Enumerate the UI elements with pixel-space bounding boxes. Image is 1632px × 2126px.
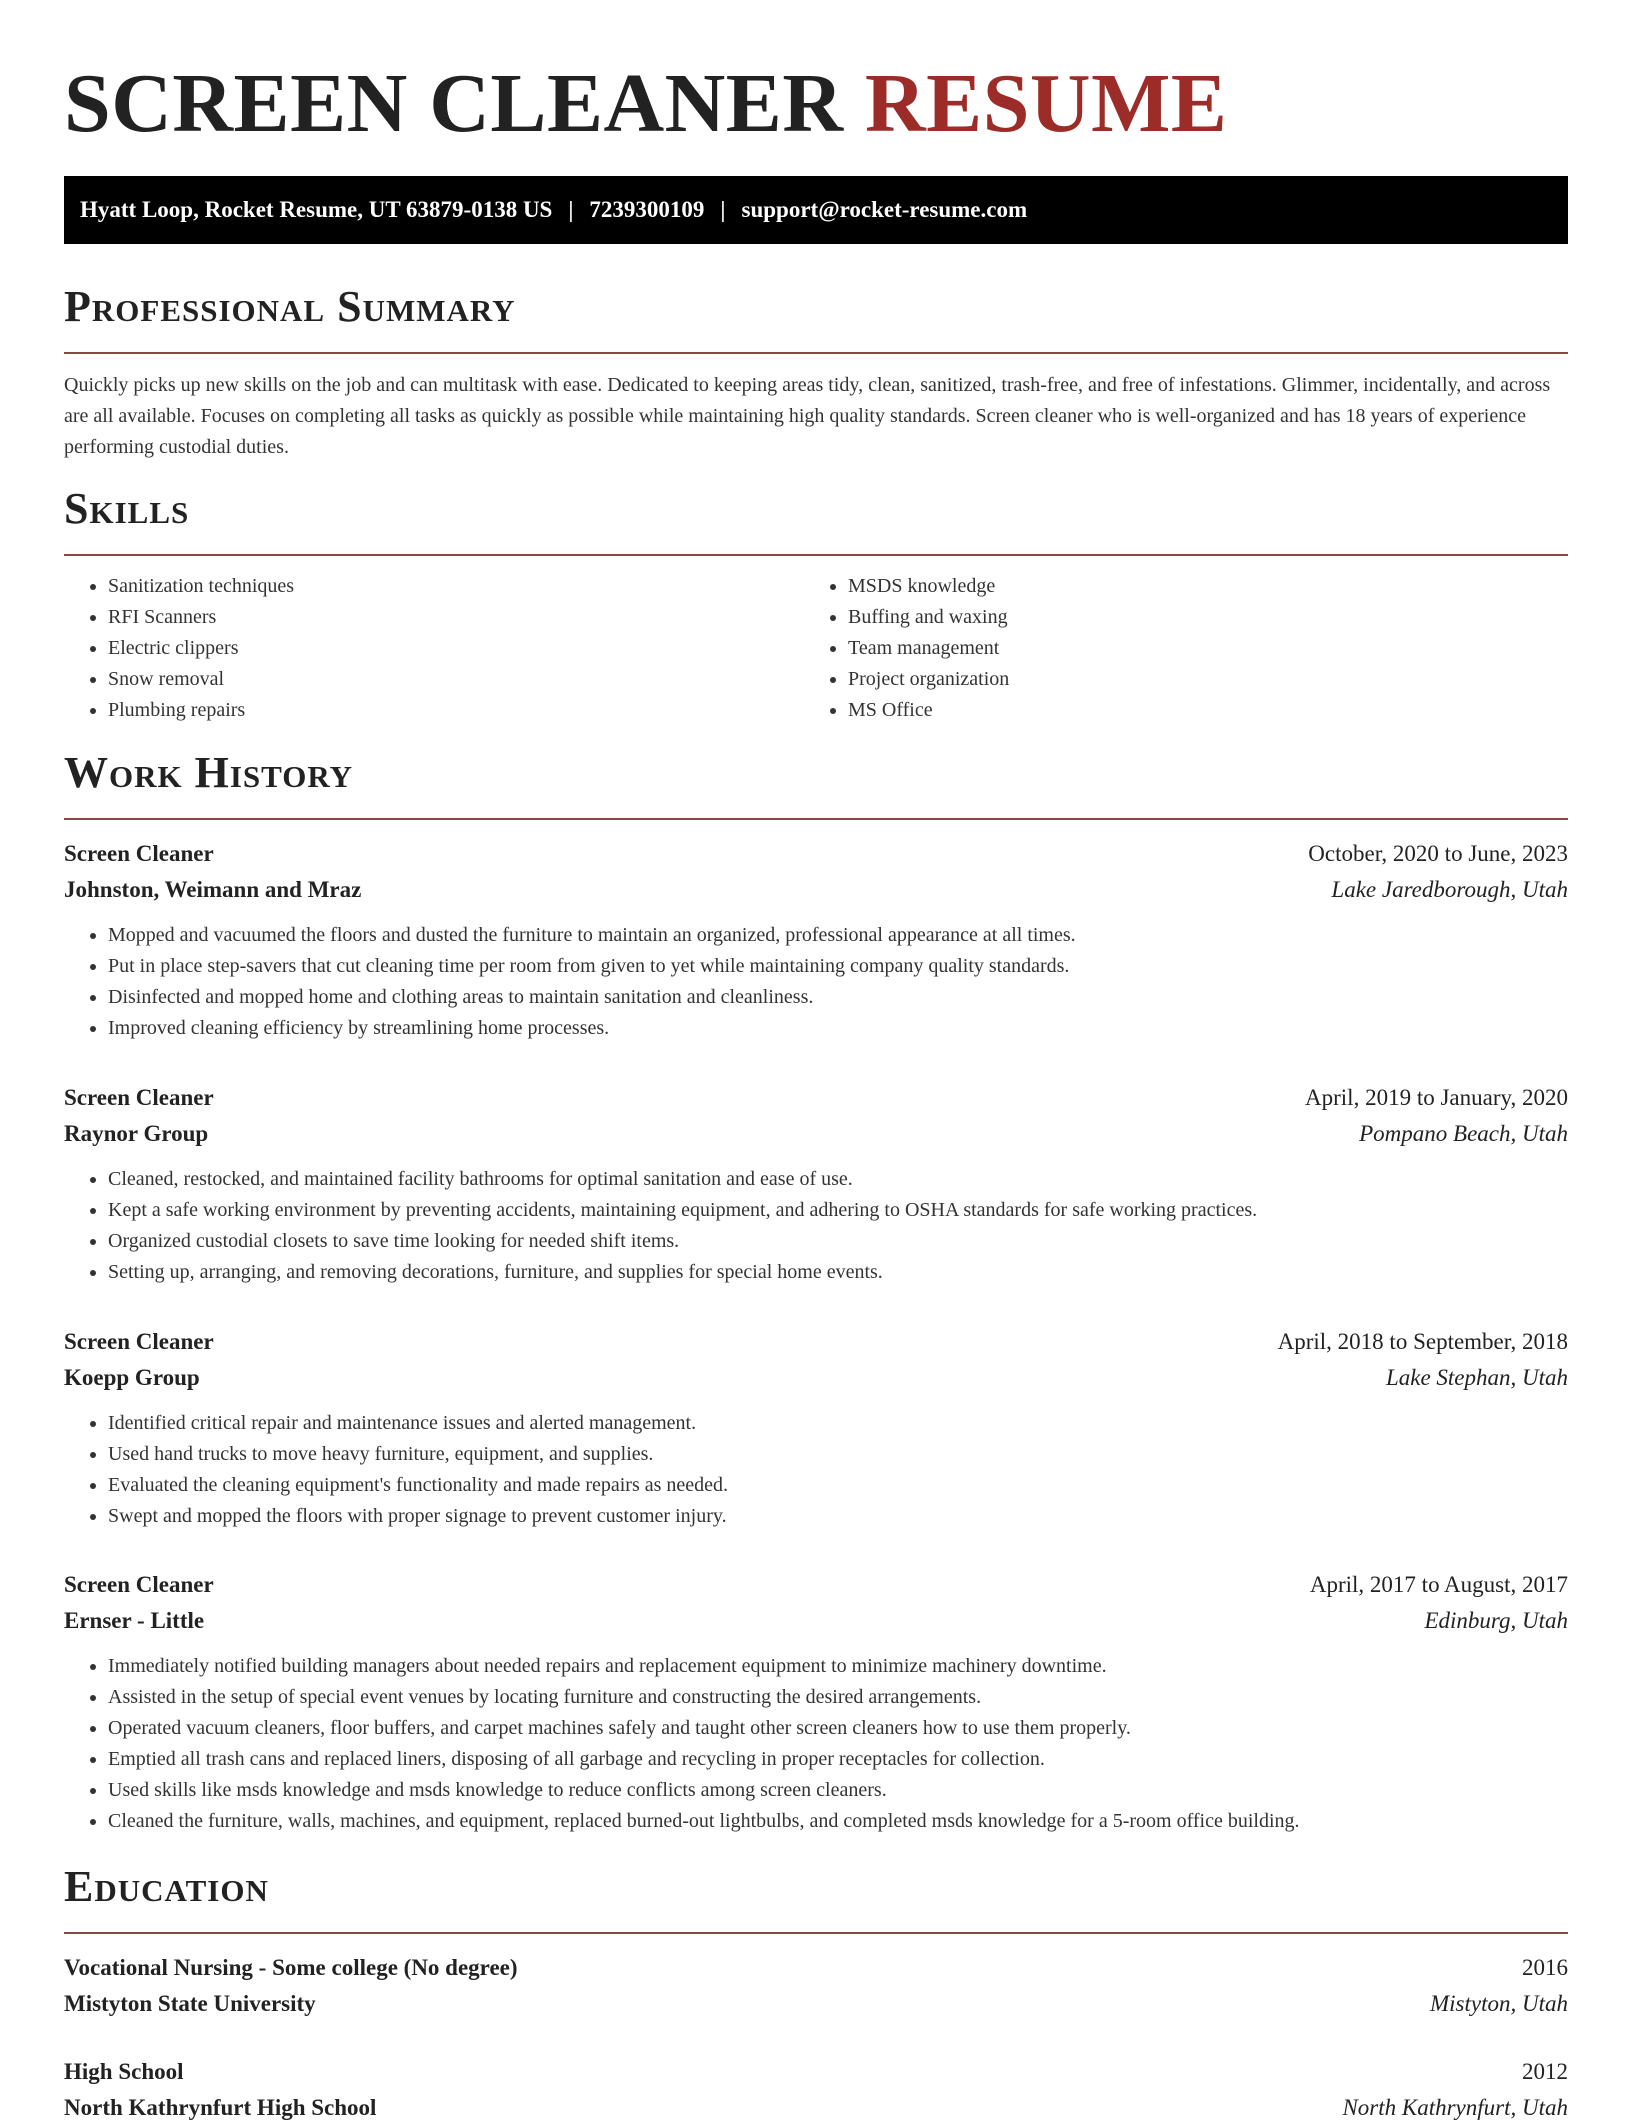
title-accent: RESUME [865, 57, 1228, 150]
resume-page [64, 0, 1568, 2120]
job-bullet: • Used skills like msds knowledge and msds knowledge to reduce conflicts among screen cleaners. [108, 1775, 1568, 1806]
job-bullet: • Used hand trucks to move heavy furniture, equipment, and supplies. [108, 1439, 1568, 1470]
skill-item: • MS Office [848, 695, 1544, 726]
job-location: Lake Jaredborough, Utah [1331, 877, 1568, 902]
skills-heading: Skills [64, 484, 190, 533]
summary-text: Quickly picks up new skills on the job and can multitask with ease. Dedicated to keeping areas tidy, clean, sanitized, trash-free, and free of infestations. Glimmer, incidentally, and across are all available. Focuses on completing all tasks as quickly as possible while maintaining high quality standards. Screen cleaner who is well-organized and has 18 years of experience performing custodial duties. [64, 374, 1551, 458]
job-company: Koepp Group [64, 1365, 200, 1390]
job-dates: April, 2017 to August, 2017 [1309, 1572, 1568, 1597]
work-section-heading [64, 748, 1568, 820]
job-bullet: • Cleaned, restocked, and maintained facility bathrooms for optimal sanitation and ease of use. [108, 1164, 1568, 1195]
skill-item: • Buffing and waxing [848, 602, 1544, 633]
education-location: North Kathrynfurt, Utah [1342, 2095, 1568, 2120]
skills-column-left [64, 571, 804, 726]
job-bullets [64, 1164, 1568, 1288]
job-bullets [64, 1408, 1568, 1532]
job-bullet: • Identified critical repair and maintenance issues and alerted management. [108, 1408, 1568, 1439]
skill-item: • Snow removal [108, 664, 804, 695]
job-bullet: • Put in place step-savers that cut cleaning time per room from given to yet while maintaining company quality standards. [108, 951, 1568, 982]
contact-address: Hyatt Loop, Rocket Resume, UT 63879-0138 US [80, 197, 553, 222]
job-entry [64, 1080, 1568, 1288]
job-bullet: • Improved cleaning efficiency by streamlining home processes. [108, 1013, 1568, 1044]
job-bullet: • Mopped and vacuumed the floors and dusted the furniture to maintain an organized, professional appearance at all times. [108, 920, 1568, 951]
job-location: Lake Stephan, Utah [1385, 1365, 1568, 1390]
job-bullet: • Operated vacuum cleaners, floor buffers, and carpet machines safely and taught other screen cleaners how to use them properly. [108, 1713, 1568, 1744]
contact-separator: | [568, 197, 574, 222]
skill-item: • RFI Scanners [108, 602, 804, 633]
job-bullets [64, 920, 1568, 1044]
job-company: Johnston, Weimann and Mraz [64, 877, 362, 902]
contact-bar [64, 176, 1568, 244]
education-entry [64, 1950, 1568, 2022]
skill-item: • Project organization [848, 664, 1544, 695]
education-degree: Vocational Nursing - Some college (No degree) [64, 1955, 518, 1980]
education-school: North Kathrynfurt High School [64, 2095, 377, 2120]
job-bullet: • Evaluated the cleaning equipment's functionality and made repairs as needed. [108, 1470, 1568, 1501]
job-bullet: • Setting up, arranging, and removing decorations, furniture, and supplies for special home events. [108, 1257, 1568, 1288]
job-entry [64, 1567, 1568, 1837]
job-bullet: • Immediately notified building managers about needed repairs and replacement equipment to minimize machinery downtime. [108, 1651, 1568, 1682]
job-location: Pompano Beach, Utah [1359, 1121, 1568, 1146]
resume-title [64, 0, 1568, 152]
job-bullet: • Cleaned the furniture, walls, machines, and equipment, replaced burned-out lightbulbs, and completed msds knowledge for a 5-room office building. [108, 1806, 1568, 1837]
job-bullet: • Kept a safe working environment by preventing accidents, maintaining equipment, and adhering to OSHA standards for safe working practices. [108, 1195, 1568, 1226]
education-year: 2012 [1522, 2059, 1568, 2084]
job-title: Screen Cleaner [64, 1572, 214, 1597]
job-dates: October, 2020 to June, 2023 [1308, 841, 1568, 866]
skills-column-right [804, 571, 1544, 726]
skills-list [64, 571, 1568, 726]
job-dates: April, 2018 to September, 2018 [1277, 1329, 1568, 1354]
education-degree: High School [64, 2059, 184, 2084]
skill-item: • Team management [848, 633, 1544, 664]
job-dates: April, 2019 to January, 2020 [1305, 1085, 1568, 1110]
contact-separator: | [720, 197, 726, 222]
skill-item: • Sanitization techniques [108, 571, 804, 602]
job-entry [64, 836, 1568, 1044]
job-company: Ernser - Little [64, 1608, 205, 1633]
job-location: Edinburg, Utah [1424, 1608, 1568, 1633]
job-bullet: • Emptied all trash cans and replaced liners, disposing of all garbage and recycling in proper receptacles for collection. [108, 1744, 1568, 1775]
skill-item: • Electric clippers [108, 633, 804, 664]
job-title: Screen Cleaner [64, 841, 214, 866]
summary-heading: Professional Summary [64, 282, 516, 331]
education-location: Mistyton, Utah [1430, 1991, 1568, 2016]
job-bullet: • Organized custodial closets to save time looking for needed shift items. [108, 1226, 1568, 1257]
skills-section-heading [64, 484, 1568, 556]
education-school: Mistyton State University [64, 1991, 316, 2016]
skill-item: • MSDS knowledge [848, 571, 1544, 602]
job-title: Screen Cleaner [64, 1329, 214, 1354]
skill-item: • Plumbing repairs [108, 695, 804, 726]
title-main: SCREEN CLEANER [64, 57, 844, 150]
job-entry [64, 1324, 1568, 1532]
education-heading: Education [64, 1862, 269, 1911]
education-section-heading [64, 1862, 1568, 1934]
work-heading: Work History [64, 748, 354, 797]
job-bullet: • Disinfected and mopped home and clothing areas to maintain sanitation and cleanliness. [108, 982, 1568, 1013]
job-bullets [64, 1651, 1568, 1837]
contact-email: support@rocket-resume.com [741, 197, 1028, 222]
job-bullet: • Swept and mopped the floors with proper signage to prevent customer injury. [108, 1501, 1568, 1532]
summary-section-heading [64, 282, 1568, 354]
job-company: Raynor Group [64, 1121, 209, 1146]
education-entry [64, 2054, 1568, 2126]
job-bullet: • Assisted in the setup of special event venues by locating furniture and constructing the desired arrangements. [108, 1682, 1568, 1713]
education-year: 2016 [1522, 1955, 1568, 1980]
job-title: Screen Cleaner [64, 1085, 214, 1110]
contact-phone: 7239300109 [589, 197, 705, 222]
